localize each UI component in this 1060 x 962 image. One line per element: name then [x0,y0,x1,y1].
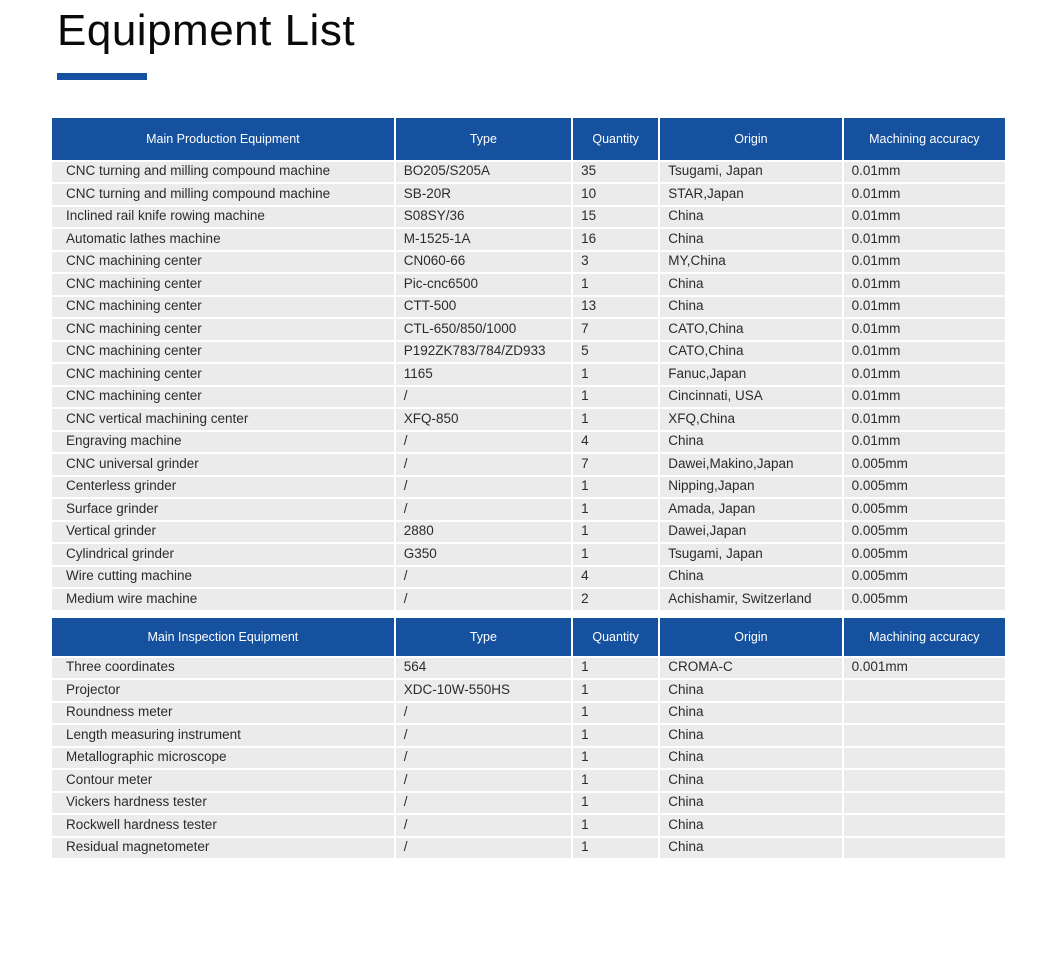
table-cell [843,769,1006,792]
table-row [51,588,1006,611]
table-cell [843,837,1006,860]
table-cell: 1 [572,386,659,409]
table-cell: Achishamir, Switzerland [659,588,842,611]
table-cell: 0.005mm [843,521,1006,544]
table-row [51,792,1006,815]
table-cell: / [395,498,572,521]
table-cell: Fanuc,Japan [659,363,842,386]
table-cell: Cylindrical grinder [51,543,395,566]
table-cell: Inclined rail knife rowing machine [51,206,395,229]
tables-container [50,116,1007,861]
column-header: Main Inspection Equipment [51,617,395,657]
table-cell: S08SY/36 [395,206,572,229]
table-cell: 0.01mm [843,318,1006,341]
page-title: Equipment List [57,6,356,55]
table-cell: Vertical grinder [51,521,395,544]
table-cell: 4 [572,431,659,454]
table-cell: Nipping,Japan [659,476,842,499]
table-cell: BO205/S205A [395,161,572,184]
table-cell: 1165 [395,363,572,386]
equipment-list-page [0,6,1060,962]
table-cell: CNC machining center [51,251,395,274]
table-cell [843,679,1006,702]
table-cell: Tsugami, Japan [659,543,842,566]
table-cell: 0.01mm [843,408,1006,431]
table-cell: CN060-66 [395,251,572,274]
table-cell: Length measuring instrument [51,724,395,747]
title-underline-bar [57,73,147,80]
table-cell: CNC machining center [51,386,395,409]
table-cell: China [659,792,842,815]
table-cell: Automatic lathes machine [51,228,395,251]
table-row [51,318,1006,341]
table-cell: China [659,273,842,296]
table-cell: 1 [572,814,659,837]
table-cell [843,814,1006,837]
table-cell: Three coordinates [51,657,395,680]
table-cell: / [395,476,572,499]
table-cell: P192ZK783/784/ZD933 [395,341,572,364]
table-cell: / [395,747,572,770]
table-cell: / [395,769,572,792]
table-cell: / [395,431,572,454]
column-header: Quantity [572,617,659,657]
table-cell: / [395,702,572,725]
table-cell: Contour meter [51,769,395,792]
column-header: Type [395,117,572,161]
table-cell: 1 [572,837,659,860]
table-cell: Projector [51,679,395,702]
table-cell: 0.001mm [843,657,1006,680]
table-cell: 0.005mm [843,588,1006,611]
table-cell: China [659,769,842,792]
table-row [51,566,1006,589]
table-row [51,476,1006,499]
table-cell: 1 [572,521,659,544]
table-cell: 3 [572,251,659,274]
table-cell: / [395,566,572,589]
table-cell: Rockwell hardness tester [51,814,395,837]
column-header: Origin [659,617,842,657]
table-cell: CNC machining center [51,273,395,296]
table-row [51,837,1006,860]
table-cell: / [395,724,572,747]
table-cell: CTL-650/850/1000 [395,318,572,341]
table-row [51,341,1006,364]
table-cell: Centerless grinder [51,476,395,499]
table-row [51,543,1006,566]
table-row [51,724,1006,747]
table-row [51,747,1006,770]
table-cell: 0.01mm [843,296,1006,319]
table-cell: Amada, Japan [659,498,842,521]
table-cell: China [659,431,842,454]
table-cell: CTT-500 [395,296,572,319]
table-row [51,408,1006,431]
table-cell: China [659,296,842,319]
table-cell: Tsugami, Japan [659,161,842,184]
table-row [51,206,1006,229]
table-row [51,251,1006,274]
table-cell: STAR,Japan [659,183,842,206]
table-cell: China [659,814,842,837]
table-cell: 1 [572,273,659,296]
table-cell: / [395,837,572,860]
table-cell: 1 [572,498,659,521]
table-row [51,363,1006,386]
table-cell: 1 [572,792,659,815]
column-header: Origin [659,117,842,161]
table-cell: 0.01mm [843,386,1006,409]
table-cell: 1 [572,679,659,702]
table-cell: M-1525-1A [395,228,572,251]
table-cell: 2 [572,588,659,611]
table-cell [843,702,1006,725]
table-cell: Dawei,Makino,Japan [659,453,842,476]
table-cell: / [395,792,572,815]
table-cell: 13 [572,296,659,319]
table-cell: CATO,China [659,318,842,341]
table-cell: CATO,China [659,341,842,364]
table-cell: 5 [572,341,659,364]
table-cell: 16 [572,228,659,251]
table-cell: China [659,747,842,770]
table-cell: 0.005mm [843,498,1006,521]
table-cell: XFQ,China [659,408,842,431]
table-row [51,386,1006,409]
production-equipment-table [50,116,1007,612]
table-cell: 0.005mm [843,543,1006,566]
table-cell: 35 [572,161,659,184]
table-cell: G350 [395,543,572,566]
table-cell: 0.01mm [843,363,1006,386]
table-cell: SB-20R [395,183,572,206]
table-row [51,296,1006,319]
table-cell: Cincinnati, USA [659,386,842,409]
table-row [51,657,1006,680]
table-cell: 0.005mm [843,453,1006,476]
column-header: Type [395,617,572,657]
table-cell: 0.01mm [843,206,1006,229]
table-cell: Vickers hardness tester [51,792,395,815]
table-row [51,679,1006,702]
table-row [51,521,1006,544]
table-cell: CNC universal grinder [51,453,395,476]
table-cell: Metallographic microscope [51,747,395,770]
table-row [51,228,1006,251]
table-cell: XFQ-850 [395,408,572,431]
table-cell [843,747,1006,770]
column-header: Machining accuracy [843,117,1006,161]
table-cell: 4 [572,566,659,589]
table-cell: 10 [572,183,659,206]
table-cell: 0.005mm [843,566,1006,589]
table-cell: Medium wire machine [51,588,395,611]
table-cell: Residual magnetometer [51,837,395,860]
inspection-equipment-table [50,616,1007,861]
table-cell: 1 [572,476,659,499]
table-row [51,453,1006,476]
table-cell: 0.01mm [843,183,1006,206]
table-row [51,702,1006,725]
table-row [51,273,1006,296]
table-row [51,498,1006,521]
table-cell: / [395,814,572,837]
table-cell: 0.01mm [843,341,1006,364]
table-row [51,431,1006,454]
table-cell: 1 [572,724,659,747]
table-cell: Dawei,Japan [659,521,842,544]
table-row [51,769,1006,792]
table-cell: CROMA-C [659,657,842,680]
column-header: Quantity [572,117,659,161]
table-cell: China [659,702,842,725]
table-cell: CNC turning and milling compound machine [51,161,395,184]
table-cell: 7 [572,453,659,476]
table-cell: 1 [572,408,659,431]
table-cell: CNC vertical machining center [51,408,395,431]
table-cell: 2880 [395,521,572,544]
table-cell: 0.01mm [843,273,1006,296]
table-row [51,814,1006,837]
table-cell: 0.01mm [843,161,1006,184]
table-cell: CNC machining center [51,318,395,341]
table-cell: CNC machining center [51,296,395,319]
table-cell: CNC machining center [51,341,395,364]
table-cell [843,792,1006,815]
table-cell: 0.01mm [843,431,1006,454]
table-cell: / [395,386,572,409]
table-header-row [51,117,1006,161]
table-cell: CNC machining center [51,363,395,386]
table-cell: China [659,837,842,860]
column-header: Machining accuracy [843,617,1006,657]
table-cell: 1 [572,657,659,680]
table-cell: / [395,453,572,476]
column-header: Main Production Equipment [51,117,395,161]
table-row [51,161,1006,184]
table-cell: 1 [572,747,659,770]
table-cell: China [659,228,842,251]
table-cell: 7 [572,318,659,341]
table-cell: 15 [572,206,659,229]
table-cell [843,724,1006,747]
table-cell: Pic-cnc6500 [395,273,572,296]
table-cell: 0.01mm [843,251,1006,274]
table-cell: CNC turning and milling compound machine [51,183,395,206]
table-cell: China [659,566,842,589]
table-cell: 1 [572,543,659,566]
table-cell: 564 [395,657,572,680]
table-row [51,183,1006,206]
table-cell: 0.01mm [843,228,1006,251]
table-cell: China [659,724,842,747]
table-cell: 1 [572,363,659,386]
table-cell: MY,China [659,251,842,274]
table-cell: 0.005mm [843,476,1006,499]
table-cell: Engraving machine [51,431,395,454]
table-cell: Wire cutting machine [51,566,395,589]
table-header-row [51,617,1006,657]
table-cell: 1 [572,702,659,725]
table-cell: / [395,588,572,611]
table-cell: China [659,206,842,229]
table-cell: China [659,679,842,702]
table-cell: 1 [572,769,659,792]
table-cell: Surface grinder [51,498,395,521]
table-cell: Roundness meter [51,702,395,725]
table-cell: XDC-10W-550HS [395,679,572,702]
